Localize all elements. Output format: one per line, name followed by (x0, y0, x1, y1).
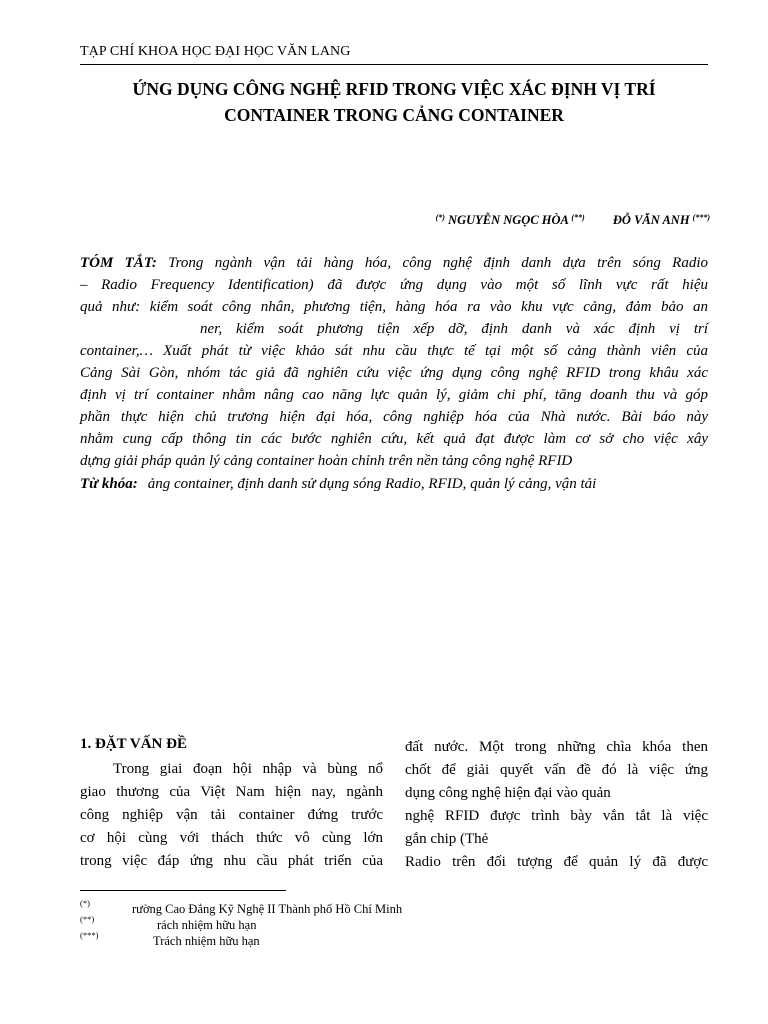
right-col-line-1: đất nước. Một trong những chìa khóa then (405, 739, 708, 755)
abstract-line-9: nhằm cung cấp thông tin các bước nghiên cứu, kết quả đạt được làm cơ sở cho việc xây (80, 431, 708, 447)
author-mark-2: (**) (571, 213, 585, 222)
right-col-line-5: gắn chip (Thẻ (405, 831, 489, 847)
left-col-line-3: công nghiệp vận tải container đứng trước (80, 807, 383, 823)
abstract-line-6: Cảng Sài Gòn, nhóm tác giả đã nghiên cứu việc ứng dụng công nghệ RFID trong khâu xác (80, 365, 708, 381)
left-col-line-4: cơ hội cùng với thách thức vô cùng lớn (80, 830, 383, 846)
abstract-line-4: ner, kiểm soát phương tiện xếp dỡ, định danh và xác định vị trí (200, 321, 708, 337)
abstract-label: TÓM TẮT: (80, 255, 157, 271)
paper-title-line-2: CONTAINER TRONG CẢNG CONTAINER (224, 105, 564, 125)
footnote-2: rách nhiệm hữu hạn (157, 918, 257, 932)
paper-title-line-1: ỨNG DỤNG CÔNG NGHỆ RFID TRONG VIỆC XÁC ĐỊNH VỊ TRÍ (132, 79, 656, 99)
abstract-line-10: dựng giải pháp quản lý cảng container hoàn chỉnh trên nền tảng công nghệ RFID (80, 453, 573, 469)
right-col-line-4: nghệ RFID được trình bày vắn tắt là việc (405, 808, 708, 824)
authors (436, 213, 710, 228)
abstract-line-1: TÓM TẮT: Trong ngành vận tải hàng hóa, công nghệ định danh dựa trên sóng Radio (80, 255, 708, 271)
keywords (80, 473, 708, 495)
footnote-mark-1: (*) (80, 898, 90, 908)
author-1: NGUYỄN NGỌC HÒA (448, 213, 569, 227)
footnote-rule (80, 890, 286, 891)
section-heading: 1. ĐẶT VẤN ĐỀ (80, 736, 187, 752)
author-mark-1: (*) (435, 213, 445, 222)
abstract-line-8: phần thực hiện chủ trương hiện đại hóa, công nghiệp hóa của Nhà nước. Bài báo này (80, 409, 708, 425)
abstract-line-2: – Radio Frequency Identification) đã được ứng dụng vào một số lĩnh vực rất hiệu (80, 277, 708, 293)
right-col-line-2: chốt để giải quyết vấn đề đó là việc ứng (405, 762, 708, 778)
footnote-mark-2: (**) (80, 914, 95, 924)
keywords-text: ảng container, định danh sử dụng sóng Radio, RFID, quản lý cảng, vận tải (147, 476, 597, 492)
abstract-line-3: quả như: kiểm soát công nhân, phương tiện, hàng hóa ra vào khu vực cảng, đảm bảo an (80, 299, 708, 315)
right-col-line-3: dụng công nghệ hiện đại vào quản (405, 785, 611, 801)
abstract-line-7: định vị trí container nhằm nâng cao năng lực quản lý, giảm chi phí, tăng doanh thu và góp (80, 387, 708, 403)
keywords-label: Từ khóa: (80, 476, 138, 492)
footnote-mark-3: (***) (80, 930, 99, 940)
left-col-line-1: Trong giai đoạn hội nhập và bùng nổ (113, 761, 383, 777)
left-col-line-2: giao thương của Việt Nam hiện nay, ngành (80, 784, 383, 800)
footnote-3: Trách nhiệm hữu hạn (153, 934, 260, 948)
abstract-line-5: container,… Xuất phát từ việc khảo sát nhu cầu thực tế tại một số cảng thành viên của (80, 343, 708, 359)
journal-header: TẠP CHÍ KHOA HỌC ĐẠI HỌC VĂN LANG (80, 44, 351, 59)
footnote-1: rường Cao Đẳng Kỹ Nghệ II Thành phố Hồ Chí Minh (132, 902, 403, 916)
header-rule (80, 64, 708, 65)
author-2: ĐỖ VĂN ANH (612, 213, 690, 227)
left-col-line-5: trong việc đáp ứng nhu cầu phát triển của (80, 853, 383, 869)
author-mark-3: (***) (692, 213, 710, 222)
right-col-line-6: Radio trên đối tượng để quản lý đã được (405, 854, 708, 870)
